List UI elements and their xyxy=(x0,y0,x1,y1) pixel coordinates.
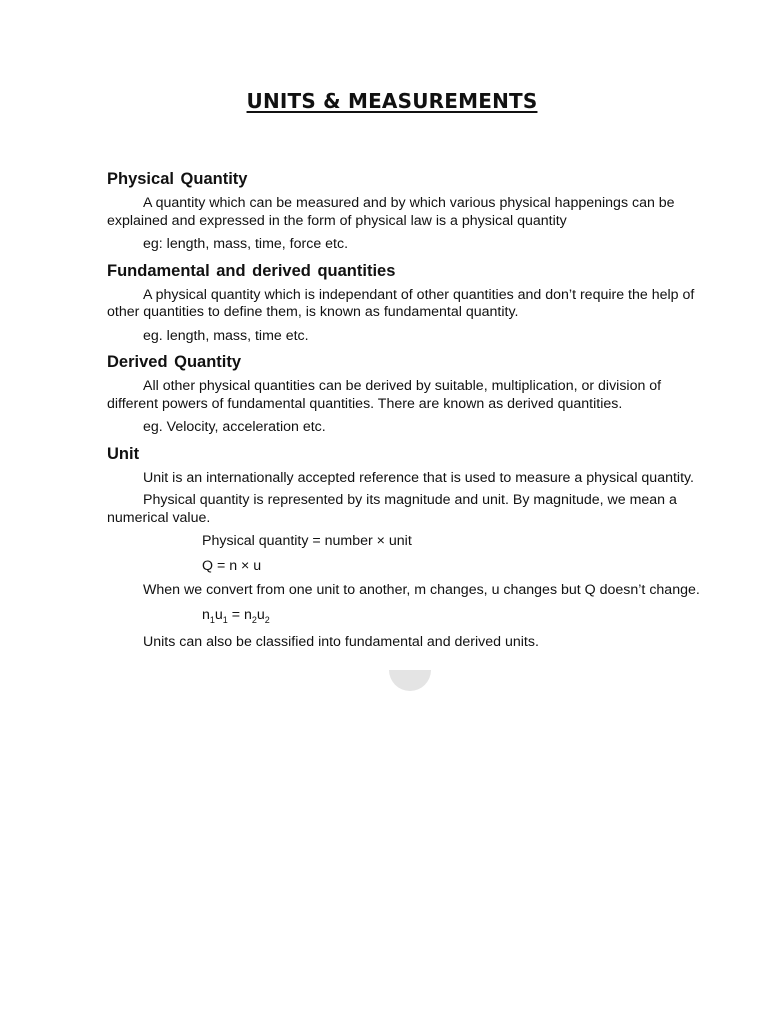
paragraph-unit-definition: Unit is an internationally accepted reference that is used to measure a physical quantity. xyxy=(143,469,694,486)
paragraph-unit-magnitude: Physical quantity is represented by its magnitude and unit. By magnitude, we mean a numerical value. xyxy=(107,492,677,526)
example-derived-quantity: eg. Velocity, acceleration etc. xyxy=(143,419,326,435)
formula-conversion xyxy=(107,607,707,629)
formula-n2: n xyxy=(243,606,252,623)
section-fundamental-quantities xyxy=(107,260,707,346)
formula-u2: u xyxy=(256,606,265,623)
heading-physical-quantity: Physical Quantity xyxy=(107,170,248,188)
paragraph-fundamental-quantities: A physical quantity which is independant of other quantities and don’t require the help of other quantities to define them, is known as fundamental quantity. xyxy=(107,286,695,320)
formula-subscript-1b: 1 xyxy=(222,614,228,625)
paragraph-unit-conversion: When we convert from one unit to another, m changes, u changes but Q doesn’t change. xyxy=(143,582,700,598)
page-title-text: UNITS & MEASUREMENTS xyxy=(246,89,538,113)
formula-subscript-1a: 1 xyxy=(209,614,215,625)
formula-u1: u xyxy=(214,606,223,623)
section-derived-quantity xyxy=(107,351,707,437)
section-physical-quantity xyxy=(107,168,707,254)
page-title xyxy=(0,89,768,113)
example-physical-quantity: eg: length, mass, time, force etc. xyxy=(143,236,349,252)
formula-subscript-2a: 2 xyxy=(251,614,257,625)
heading-derived-quantity: Derived Quantity xyxy=(107,353,242,371)
heading-fundamental-quantities: Fundamental and derived quantities xyxy=(107,261,396,280)
formula-equals: = xyxy=(227,606,244,623)
formula-subscript-2b: 2 xyxy=(264,614,270,625)
formula-q-equals-nu: Q = n × u xyxy=(202,557,262,574)
formula-physical-quantity: Physical quantity = number × unit xyxy=(202,533,412,549)
paragraph-unit-classification: Units can also be classified into fundamental and derived units. xyxy=(143,633,539,650)
section-unit xyxy=(107,443,707,652)
paragraph-derived-quantity: All other physical quantities can be derived by suitable, multiplication, or division of different powers of fundamental quantities. There are known as derived quantities. xyxy=(107,378,662,412)
heading-unit: Unit xyxy=(107,444,140,463)
paragraph-physical-quantity: A quantity which can be measured and by which various physical happenings can be explained and expressed in the form of physical law is a physical quantity xyxy=(107,195,675,229)
formula-n1: n xyxy=(202,606,210,623)
document-body xyxy=(107,168,707,651)
decorative-half-circle xyxy=(389,670,431,691)
example-fundamental-quantities: eg. length, mass, time etc. xyxy=(143,327,309,344)
